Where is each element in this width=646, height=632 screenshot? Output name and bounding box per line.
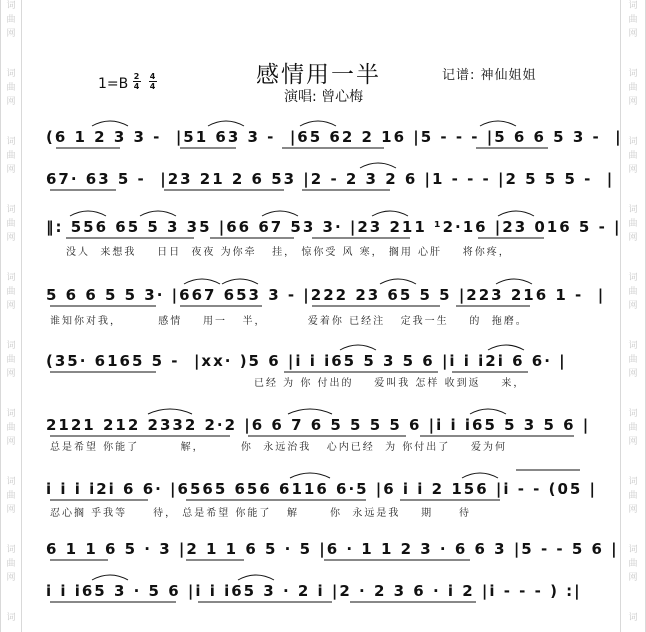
watermark-glyph: 曲 [6,559,16,569]
watermark-glyph: 词 [628,1,638,11]
watermark-glyph: 曲 [6,423,16,433]
watermark-glyph: 网 [6,165,16,175]
left-watermark-column [0,0,22,632]
watermark-glyph: 词 [628,273,638,283]
lyric-row-3: 没人 来想我 日日 夜夜 为你牵 挂， 惊你受 风 寒， 搁用 心肝 将你疼， [66,247,511,258]
lyric-row-4: 谁知你对我， 感情 用一 半， 爱着你 已经注 定我一生 的 拖磨。 [50,316,528,327]
score-row-3: ‖: 556 65 5 3 35 |66 67 53 3· |23 211 ¹2·16 |23 016 5 - | [46,218,622,236]
watermark-glyph: 词 [628,409,638,419]
watermark-glyph: 曲 [628,423,638,433]
time-signature-2-4: 2 4 [133,72,140,91]
watermark-glyph: 词 [6,273,16,283]
watermark-glyph: 曲 [6,83,16,93]
watermark-glyph: 网 [6,573,16,583]
watermark-glyph: 曲 [6,287,16,297]
song-title: 感情用一半 [256,62,381,88]
score-row-6: 2121 212 2332 2·2 |6 6 7 6 5 5 5 5 6 |i i i65 5 3 5 6 | [46,416,591,434]
watermark-glyph: 词 [6,545,16,555]
watermark-glyph: 词 [6,341,16,351]
right-watermark-column [620,0,646,632]
watermark-glyph: 曲 [628,355,638,365]
watermark-glyph: 词 [628,545,638,555]
watermark-glyph: 网 [6,369,16,379]
watermark-glyph: 词 [6,409,16,419]
watermark-glyph: 词 [6,613,16,623]
watermark-glyph: 网 [628,97,638,107]
watermark-glyph: 网 [628,437,638,447]
lyric-row-6: 总是希望 你能了 解， 你 永远治我 心内已经 为 你付出了 爱为何 [50,442,508,453]
watermark-glyph: 曲 [6,151,16,161]
score-row-7: i i i i2i 6 6· |6565 656 6116 6·5 |6 i i 2 156 |i - - (05 | [46,480,598,498]
watermark-glyph: 曲 [628,219,638,229]
watermark-glyph: 网 [628,233,638,243]
watermark-glyph: 网 [6,505,16,515]
watermark-glyph: 曲 [628,83,638,93]
watermark-glyph: 曲 [628,491,638,501]
watermark-glyph: 网 [628,573,638,583]
watermark-glyph: 词 [628,137,638,147]
score-row-8: 6 1 1 6 5 · 3 |2 1 1 6 5 · 5 |6 · 1 1 2 3 · 6 6 3 |5 - - 5 6 | [46,540,619,558]
watermark-glyph: 网 [6,29,16,39]
watermark-glyph: 词 [628,613,638,623]
time-signature-4-4: 4 4 [149,72,156,91]
lyric-row-5: 已经 为 你 付出的 爱叫我 怎样 收到返 来， [254,378,526,389]
watermark-glyph: 曲 [628,559,638,569]
watermark-glyph: 词 [6,1,16,11]
watermark-glyph: 曲 [628,287,638,297]
lyric-row-7: 忍心搁 乎我等 待， 总是希望 你能了 解 你 永远是我 期 待 [50,508,472,519]
transcriber-credit: 记谱: 神仙姐姐 [442,68,537,83]
watermark-glyph: 网 [628,165,638,175]
watermark-glyph: 曲 [628,151,638,161]
watermark-glyph: 网 [6,233,16,243]
watermark-glyph: 词 [628,341,638,351]
score-row-1: (6 1 2 3 3 - |51 63 3 - |65 62 2 16 |5 - - - |5 6 6 5 3 - | [46,128,623,146]
singer-credit: 演唱: 曾心梅 [284,89,364,105]
watermark-glyph: 网 [628,505,638,515]
watermark-glyph: 曲 [6,219,16,229]
watermark-glyph: 网 [628,369,638,379]
score-row-4: 5 6 6 5 5 3· |667 653 3 - |222 23 65 5 5 |223 216 1 - | [46,286,606,304]
watermark-glyph: 网 [628,301,638,311]
score-row-2: 67· 63 5 - |23 21 2 6 53 |2 - 2 3 2 6 |1 - - - |2 5 5 5 - | [46,170,615,188]
watermark-glyph: 网 [6,437,16,447]
watermark-glyph: 词 [6,69,16,79]
watermark-glyph: 词 [628,69,638,79]
watermark-glyph: 曲 [6,491,16,501]
watermark-glyph: 网 [6,301,16,311]
watermark-glyph: 词 [6,477,16,487]
watermark-glyph: 词 [6,205,16,215]
score-row-5: (35· 6165 5 - |xx· )5 6 |i i i65 5 3 5 6 |i i i2i 6 6· | [46,352,567,370]
score-row-9: i i i65 3 · 5 6 |i i i65 3 · 2 i |2 · 2 3 6 · i 2 |i - - - ) :| [46,582,582,600]
watermark-glyph: 词 [628,205,638,215]
watermark-glyph: 曲 [6,15,16,25]
watermark-glyph: 词 [6,137,16,147]
watermark-glyph: 曲 [6,355,16,365]
watermark-glyph: 曲 [628,15,638,25]
key-signature: 1=B [98,76,129,92]
watermark-glyph: 网 [6,97,16,107]
watermark-glyph: 网 [628,29,638,39]
watermark-glyph: 词 [628,477,638,487]
